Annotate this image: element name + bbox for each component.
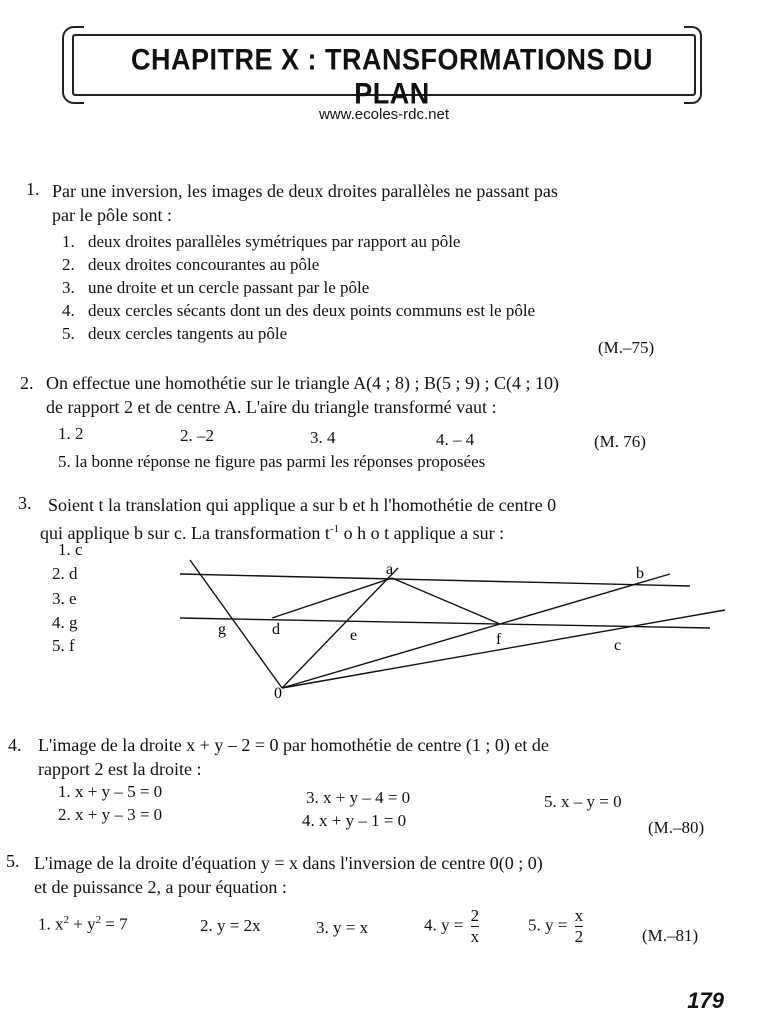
question-text-line2: par le pôle sont : xyxy=(52,205,172,225)
option-2: 2. d xyxy=(52,564,78,583)
label-f: f xyxy=(496,631,502,648)
source-reference: (M.–80) xyxy=(648,818,705,837)
option-text: deux cercles tangents au pôle xyxy=(88,324,288,343)
question-number: 2. xyxy=(20,373,34,393)
option-text: une droite et un cercle passant par le pôle xyxy=(88,278,370,297)
text-part: o h o t applique a sur : xyxy=(339,523,505,543)
source-reference: (M. 76) xyxy=(594,432,646,451)
page-number: 179 xyxy=(687,988,724,1013)
text-part: qui applique b sur c. La transformation t xyxy=(40,523,330,543)
option-text: 5. y = xyxy=(528,915,568,935)
option-3: 3. y = x xyxy=(316,918,369,937)
option-4: 4. – 4 xyxy=(436,430,475,449)
website-url: www.ecoles-rdc.net xyxy=(318,106,450,123)
line-through-a-b xyxy=(180,574,690,586)
line-a-f xyxy=(392,578,500,624)
option-1 xyxy=(38,914,128,935)
inverse-superscript: -1 xyxy=(329,523,340,535)
option-5: 5. la bonne réponse ne figure pas parmi les réponses proposées xyxy=(58,452,486,471)
fraction xyxy=(471,906,480,947)
chapter-title: CHAPITRE X : TRANSFORMATIONS DU PLAN xyxy=(131,42,653,110)
option-2: 2. y = 2x xyxy=(200,916,261,935)
option-4: 4. x + y – 1 = 0 xyxy=(302,811,407,830)
option-1: 1. 2 xyxy=(58,424,84,443)
label-e: e xyxy=(350,627,358,644)
question-text-line1: Soient t la translation qui applique a sur b et h l'homothétie de centre 0 xyxy=(48,495,557,515)
numerator: x xyxy=(574,906,584,925)
option-text: = 7 xyxy=(101,914,128,934)
option-2 xyxy=(62,255,319,275)
question-text-line2: rapport 2 est la droite : xyxy=(38,759,202,779)
option-number: 3. xyxy=(62,278,75,297)
option-text: deux droites concourantes au pôle xyxy=(88,255,320,274)
option-5 xyxy=(528,906,586,947)
label-c: c xyxy=(614,637,622,654)
label-a: a xyxy=(386,561,394,578)
denominator: x xyxy=(470,927,480,946)
option-4 xyxy=(62,301,535,321)
option-2: 2. –2 xyxy=(180,426,214,445)
option-5: 5. x – y = 0 xyxy=(544,792,622,811)
option-1: 1. c xyxy=(58,540,83,559)
question-text-line1: Par une inversion, les images de deux droites parallèles ne passant pas xyxy=(52,181,558,201)
question-text-line1: On effectue une homothétie sur le triangle A(4 ; 8) ; B(5 ; 9) ; C(4 ; 10) xyxy=(46,373,560,393)
question-number: 3. xyxy=(18,493,32,513)
option-1 xyxy=(62,232,460,252)
option-1: 1. x + y – 5 = 0 xyxy=(58,782,163,801)
exponent: 2 xyxy=(63,914,69,926)
question-number: 4. xyxy=(8,735,22,755)
option-number: 4. xyxy=(62,301,75,320)
option-number: 1. xyxy=(62,232,75,251)
option-number: 5. xyxy=(62,324,75,343)
line-o-g xyxy=(190,560,282,688)
option-3 xyxy=(62,278,369,298)
option-number: 2. xyxy=(62,255,75,274)
option-3: 3. e xyxy=(52,589,77,608)
exponent: 2 xyxy=(95,914,102,926)
numerator: 2 xyxy=(470,906,480,925)
option-3: 3. x + y – 4 = 0 xyxy=(306,788,411,807)
question-number: 1. xyxy=(26,179,40,199)
label-b: b xyxy=(636,565,644,582)
source-reference: (M.–75) xyxy=(598,338,655,357)
label-o: 0 xyxy=(274,685,282,702)
option-5 xyxy=(62,324,287,344)
option-4 xyxy=(424,906,482,947)
line-o-b xyxy=(282,574,670,688)
line-d-a xyxy=(272,578,392,618)
question-text-line2 xyxy=(40,518,504,544)
question-text-line1: L'image de la droite d'équation y = x dans l'inversion de centre 0(0 ; 0) xyxy=(34,853,543,873)
option-3: 3. 4 xyxy=(310,428,336,447)
option-2: 2. x + y – 3 = 0 xyxy=(58,805,163,824)
fraction xyxy=(575,906,584,947)
geometry-diagram xyxy=(170,552,730,702)
question-number: 5. xyxy=(6,851,20,871)
source-reference: (M.–81) xyxy=(642,926,699,945)
option-5: 5. f xyxy=(52,636,75,655)
option-4: 4. g xyxy=(52,613,78,632)
chapter-banner xyxy=(62,20,702,110)
denominator: 2 xyxy=(574,927,584,946)
question-text-line2: et de puissance 2, a pour équation : xyxy=(34,877,287,897)
option-text: deux droites parallèles symétriques par rapport au pôle xyxy=(88,232,461,251)
option-text: deux cercles sécants dont un des deux points communs est le pôle xyxy=(88,301,536,320)
option-text: 4. y = xyxy=(424,915,464,935)
option-text: + y xyxy=(69,914,96,934)
question-text-line2: de rapport 2 et de centre A. L'aire du triangle transformé vaut : xyxy=(46,397,497,417)
label-d: d xyxy=(272,621,280,638)
question-text-line1: L'image de la droite x + y – 2 = 0 par homothétie de centre (1 ; 0) et de xyxy=(38,735,549,755)
option-text: 1. x xyxy=(38,914,64,934)
label-g: g xyxy=(218,621,226,638)
